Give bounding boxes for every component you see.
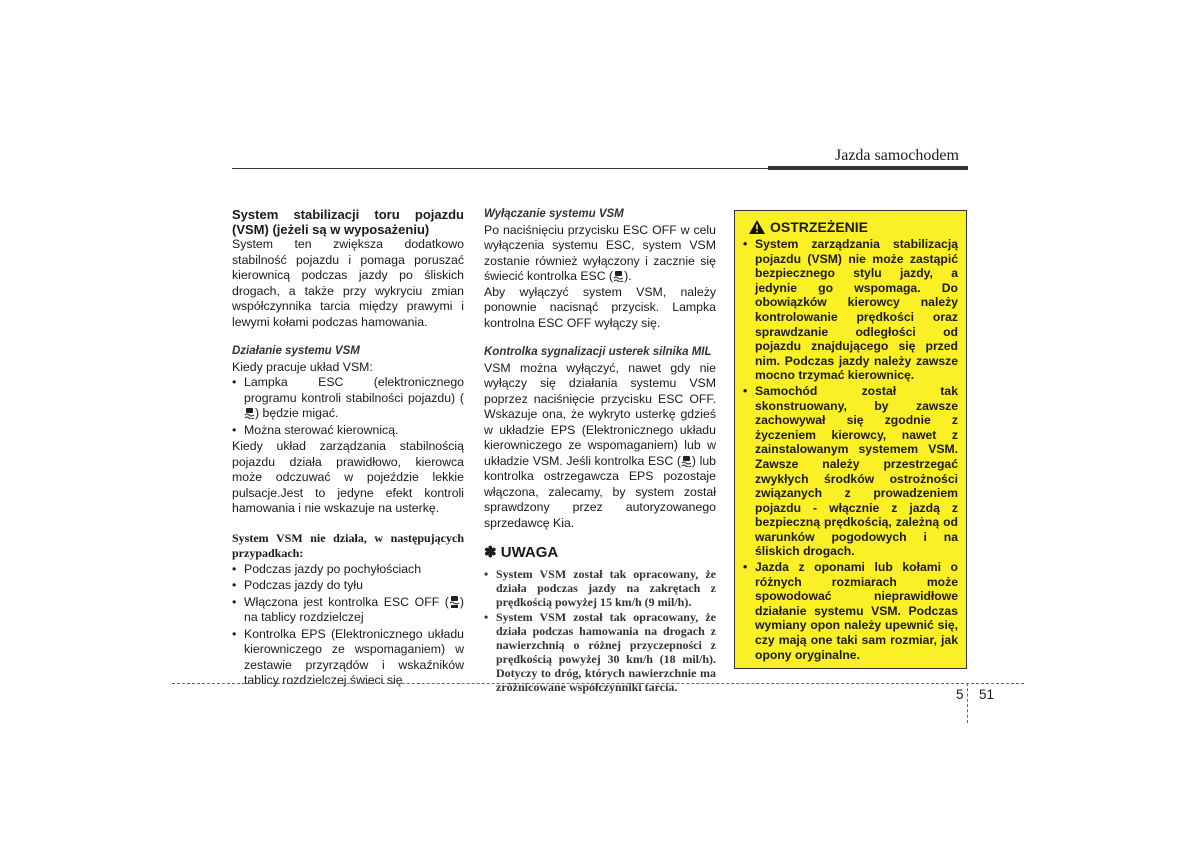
page-number-value: 51 — [979, 687, 995, 702]
list-item: • System VSM został tak opracowany, że działa podczas jazdy na zakrętach z prędkością powyżej 15 km/h (9 mil/h). — [484, 567, 716, 609]
warning-list — [743, 237, 958, 662]
off-heading: Wyłączanie systemu VSM — [484, 208, 624, 220]
esc-skid-icon — [244, 407, 255, 419]
list-item: • Kontrolka EPS (Elektronicznego układu kierowniczego ze wspomaganiem) w zestawie przyrządów i wskaźników tablicy rozdzielczej świeci się — [232, 627, 464, 689]
esc-off-icon — [449, 596, 460, 608]
list-item: • Podczas jazdy do tyłu — [232, 578, 464, 594]
operation-heading: Działanie systemu VSM — [232, 345, 360, 357]
list-item: • Włączona jest kontrolka ESC OFF ( ) na tablicy rozdzielczej — [232, 595, 464, 626]
list-item: • Lampka ESC (elektronicznego programu kontroli stabilności pojazdu) () będzie migać. — [232, 375, 464, 422]
warning-box — [734, 210, 967, 669]
inactive-list — [232, 562, 464, 689]
list-item: • Podczas jazdy po pochyłościach — [232, 562, 464, 578]
operation-text: Kiedy układ zarządzania stabilnością pojazdu działa prawidłowo, kierowca może odczuwać w pojeździe lekkie pulsacje.Jest to jedyne efekt kontroli hamowania i nie wskazuje na usterkę. — [232, 439, 464, 515]
vsm-heading: System stabilizacji toru pojazdu (VSM) (jeżeli są w wyposażeniu) — [232, 207, 464, 237]
column-1 — [232, 207, 464, 690]
note-heading: ✽ UWAGA — [484, 544, 559, 561]
page-number — [956, 687, 1016, 702]
column-2 — [484, 207, 716, 695]
operation-list — [232, 375, 464, 438]
warning-heading: OSTRZEŻENIE — [749, 219, 958, 235]
section-title: Jazda samochodem — [835, 147, 959, 164]
off-text: Po naciśnięciu przycisku ESC OFF w celu wyłączenia systemu ESC, system VSM zostanie również wyłączony i zacznie się świecić kontrolka ESC ( ). — [484, 222, 716, 283]
list-item: • Można sterować kierownicą. — [232, 423, 464, 439]
footer-rule — [172, 683, 1024, 684]
note-list — [484, 567, 716, 694]
off-text-2: Aby wyłączyć system VSM, należy ponownie nacisnąć przycisk. Lampka kontrolna ESC OFF wyłączy się. — [484, 284, 716, 330]
header-rule-thick — [768, 166, 968, 170]
mil-text: VSM można wyłączyć, nawet gdy nie wyłączy się działania systemu VSM poprzez naciśnięcie przycisku ESC OFF. Wskazuje ona, że wykryto usterkę gdzieś w układzie EPS (Elektronicznego układu kierowniczego ze wspomaganiem) lub w układzie VSM. Jeśli kontrolka ESC ( ) lub kontrolka ostrzegawcza EPS pozostaje włączona, zalecamy, by system został sprawdzony przez autoryzowanego sprzedawcę Kia. — [484, 360, 716, 530]
list-item: • Samochód został tak skonstruowany, by zawsze zachowywał się zgodnie z życzeniem kierowcy, nawet z zainstalowanym systemem VSM. Zawsze należy przestrzegać zwykłych środków ostrożności związanych z prowadzeniem pojazdu - włącznie z jazdą z bezpieczną prędkością, zależną od warunków pogodowych i na śliskich drogach. — [743, 384, 958, 559]
vsm-intro: System ten zwiększa dodatkowo stabilność pojazdu i pomaga poruszać kierownicą podczas jazdy po śliskich drogach, a także przy wykryciu zmian współczynnika tarcia między prawymi i lewymi kołami podczas hamowania. — [232, 237, 464, 329]
list-item: • System zarządzania stabilizacją pojazdu (VSM) nie może zastąpić bezpiecznego stylu jazdy, a jedynie go wspomaga. Do obowiązków kierowcy należy kontrolowanie prędkości oraz sprawdzanie odległości od pojazdu znajdującego się przed nim. Podczas jazdy należy zawsze mocno trzymać kierownicę. — [743, 237, 958, 383]
list-item: • System VSM został tak opracowany, że działa podczas hamowania na drogach z nawierzchnią o różnej przyczepności z prędkością powyżej 30 km/h (18 mil/h). Dotyczy to dróg, których nawierzchnie ma zróżnicowane współczynniki tarcia. — [484, 610, 716, 694]
operation-lead: Kiedy pracuje układ VSM: — [232, 359, 373, 374]
esc-skid-icon — [613, 270, 624, 282]
warning-triangle-icon — [749, 220, 765, 234]
mil-heading: Kontrolka sygnalizacji usterek silnika MIL — [484, 346, 712, 358]
chapter-number: 5 — [956, 687, 964, 702]
list-item: • Jazda z oponami lub kołami o różnych rozmiarach może spowodować nieprawidłowe działanie systemu VSM. Podczas wymiany opon należy upewnić się, czy mają one taki sam rozmiar, jak opony oryginalne. — [743, 560, 958, 662]
inactive-heading: System VSM nie działa, w następujących przypadkach: — [232, 530, 464, 560]
esc-skid-icon — [681, 455, 692, 467]
